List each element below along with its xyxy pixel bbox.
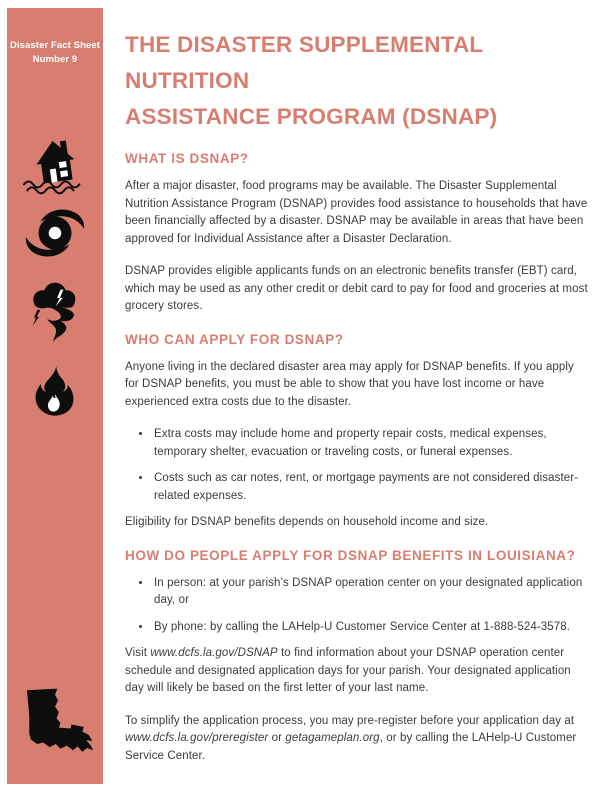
text-segment: , or by calling the LAHelp-U Customer Service Center. [125, 732, 577, 762]
paragraph-dsnap-overview: After a major disaster, food programs may be available. The Disaster Supplemental Nutrition Assistance Program (DSNAP) provides food assistance to households that have been financially affected by a disaster. DSNAP may be available in areas that have been approved for Individual Assistance after a Disaster Declaration. [125, 180, 588, 245]
text-segment: or [268, 732, 286, 744]
section-heading-how-to-apply: HOW DO PEOPLE APPLY FOR DSNAP BENEFITS IN LOUISIANA? [125, 547, 576, 563]
paragraph-ebt-card: DSNAP provides eligible applicants funds on an electronic benefits transfer (EBT) card, which may be used as any other credit or debit card to pay for food and groceries at most grocery stores. [125, 265, 588, 312]
url-text: www.dcfs.la.gov/DSNAP [150, 647, 278, 659]
bullet-item-not-considered: • Costs such as car notes, rent, or mortgage payments are not considered disaster-related expenses. [152, 470, 589, 505]
page-title-line2: ASSISTANCE PROGRAM (DSNAP) [125, 104, 498, 129]
fact-sheet-label-line1: Disaster Fact Sheet [9, 40, 101, 51]
paragraph-visit-website [125, 645, 589, 698]
paragraph-eligibility: Eligibility for DSNAP benefits depends on household income and size. [125, 516, 489, 528]
bullet-list-apply-methods [125, 575, 589, 637]
main-content [125, 27, 589, 780]
page-title-line1: THE DISASTER SUPPLEMENTAL NUTRITION [125, 32, 483, 93]
louisiana-state-icon [16, 674, 94, 772]
storm-cloud-icon [20, 274, 90, 350]
paragraph-preregister [125, 713, 589, 766]
text-segment: to find information about your DSNAP operation center schedule and designated application days for your parish. Your designated application day will likely be based on the first letter of your last name. [125, 647, 571, 694]
flooded-house-icon [22, 126, 88, 198]
bullet-item-in-person: • In person: at your parish’s DSNAP operation center on your designated application day, or [152, 575, 589, 610]
url-text: getagameplan.org [285, 732, 380, 744]
fact-sheet-label-line2: Number 9 [32, 53, 78, 65]
sidebar [7, 8, 103, 784]
text-segment: To simplify the application process, you may pre-register before your application day at [125, 714, 575, 727]
paragraph-who-can-apply: Anyone living in the declared disaster area may apply for DSNAP benefits. If you apply for DSNAP benefits, you must be able to show that you have lost income or have experienced extra costs due to the disaster. [125, 360, 574, 408]
section-heading-who-can-apply: WHO CAN APPLY FOR DSNAP? [125, 331, 344, 347]
fact-sheet-label [7, 8, 103, 67]
bullet-item-by-phone: • By phone: by calling the LAHelp-U Customer Service Center at 1-888-524-3578. [152, 619, 589, 637]
bullet-list-extra-costs [125, 426, 589, 505]
hurricane-icon [22, 198, 88, 268]
section-heading-what-is-dsnap: WHAT IS DSNAP? [125, 151, 249, 166]
page-title [125, 27, 589, 135]
url-text: www.dcfs.la.gov/preregister [125, 732, 269, 744]
text-segment: Visit [125, 647, 151, 659]
bullet-item-extra-costs: • Extra costs may include home and property repair costs, medical expenses, temporary shelter, evacuation or traveling costs, or funeral expenses. [152, 426, 589, 461]
fire-icon [26, 354, 84, 432]
